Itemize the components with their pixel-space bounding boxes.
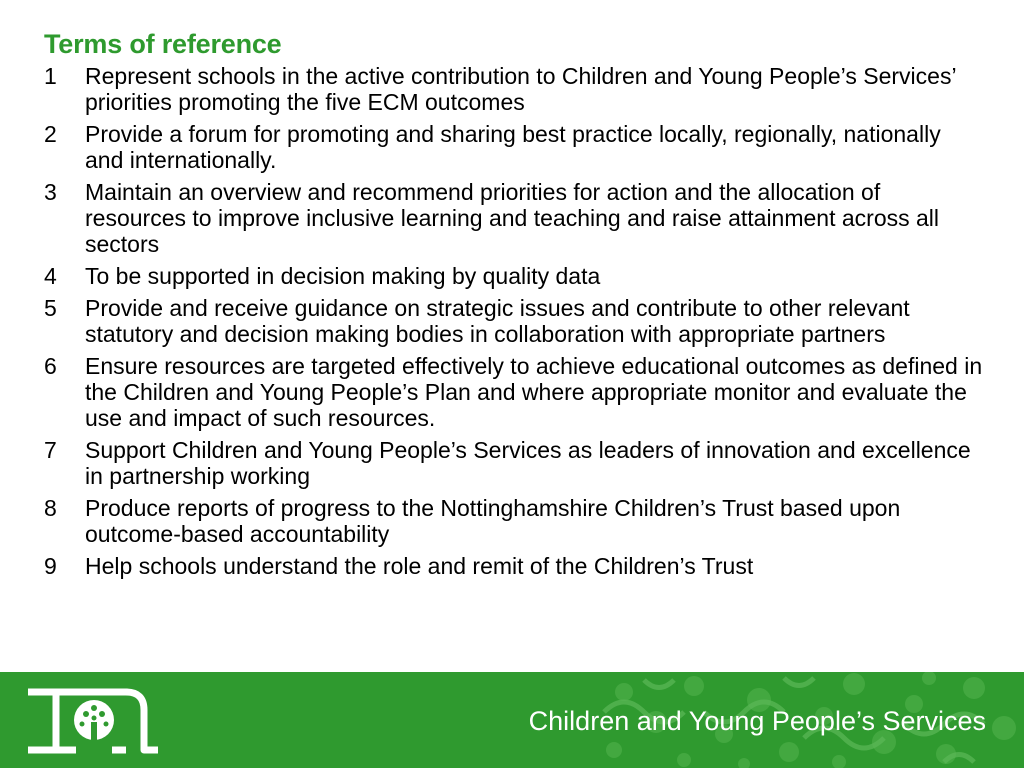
item-number: 1 [44,63,57,89]
item-text: Maintain an overview and recommend priorities for action and the allocation of resources to improve inclusive learning and teaching and raise attainment across all sectors [85,179,940,257]
slide-body [44,28,984,585]
nottinghamshire-tree-logo-icon [22,682,162,760]
item-number: 2 [44,121,57,147]
item-number: 4 [44,263,57,289]
item-number: 8 [44,495,57,521]
footer-title: Children and Young People’s Services [528,706,986,736]
item-text: Represent schools in the active contribution to Children and Young People’s Services’ priorities promoting the five ECM outcomes [85,63,956,115]
item-number: 9 [44,553,57,579]
item-text: Produce reports of progress to the Nottinghamshire Children’s Trust based upon outcome-based accountability [85,495,901,547]
terms-list [44,63,984,579]
item-text: Help schools understand the role and remit of the Children’s Trust [85,553,754,579]
item-number: 5 [44,295,57,321]
item-number: 7 [44,437,57,463]
list-item [44,495,984,547]
list-item [44,437,984,489]
list-item [44,63,984,115]
item-text: Provide a forum for promoting and sharing best practice locally, regionally, nationally and internationally. [85,121,941,173]
list-item [44,295,984,347]
item-text: Provide and receive guidance on strategic issues and contribute to other relevant statutory and decision making bodies in collaboration with appropriate partners [85,295,910,347]
list-item [44,353,984,431]
list-item [44,179,984,257]
item-number: 6 [44,353,57,379]
footer-banner [0,672,1024,768]
slide-title: Terms of reference [44,29,282,59]
list-item [44,121,984,173]
item-number: 3 [44,179,57,205]
item-text: To be supported in decision making by quality data [85,263,601,289]
item-text: Ensure resources are targeted effectively to achieve educational outcomes as defined in the Children and Young People’s Plan and where appropriate monitor and evaluate the use and impact of such resources. [85,353,983,431]
list-item [44,263,984,289]
list-item [44,553,984,579]
item-text: Support Children and Young People’s Services as leaders of innovation and excellence in partnership working [85,437,971,489]
